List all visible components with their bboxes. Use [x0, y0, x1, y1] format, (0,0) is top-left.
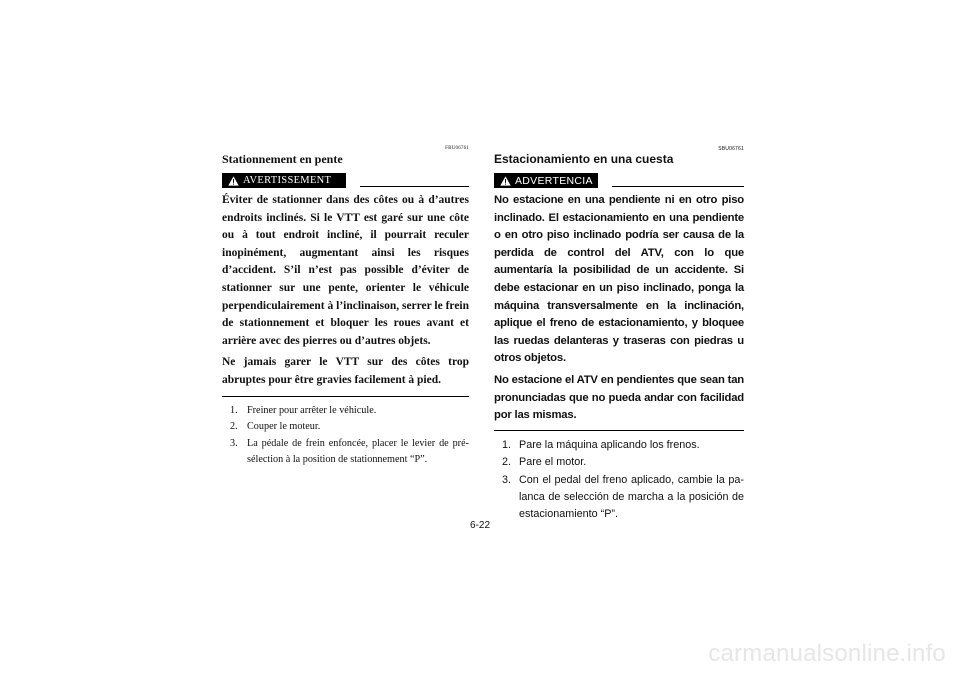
step-text: Pare la máquina aplicando los frenos.: [519, 438, 700, 451]
warning-badge: [222, 173, 346, 188]
warning-paragraph: Ne jamais garer le VTT sur des côtes trop abruptes pour être gravies facilement à pied.: [222, 356, 469, 386]
warning-paragraph: No estacione el ATV en pendientes que sean tan pronunciadas que no pueda andar con facilidad por las mismas.: [494, 373, 744, 422]
warning-triangle-icon: [228, 176, 239, 186]
warning-paragraph: Éviter de stationner dans des côtes ou à d’autres endroits inclinés. Si le VTT est garé sur une côte ou à tout endroit incliné, il pourrait reculer inopinément, augmentant ainsi les risques d’accident. S’il n’est pas possible d’éviter de stationner sur une pente, orienter le véhicule perpendiculairement à l’inclinaison, serrer le frein de stationnement et bloquer les roues avant et arrière avec des pierres ou d’autres objets.: [222, 194, 470, 347]
section-code: SBU06761: [718, 146, 744, 152]
warning-label: AVERTISSEMENT: [243, 175, 332, 186]
page-number: 6-22: [469, 520, 490, 531]
section-title: Estacionamiento en una cuesta: [494, 152, 674, 166]
warning-rule: [612, 186, 744, 187]
spanish-column: [494, 146, 744, 524]
french-column: [222, 146, 469, 469]
list-item: [494, 437, 744, 454]
step-text: Con el pedal del freno aplicado, cambie la palanca de selección de marcha a la posición de estacionamiento “P”.: [519, 473, 744, 521]
list-item: [494, 454, 744, 471]
steps-list: [222, 403, 469, 469]
warning-triangle-icon: [500, 176, 511, 186]
step-number: 2.: [502, 456, 512, 469]
list-item: [222, 436, 469, 469]
step-number: 3.: [230, 437, 238, 449]
warning-end-rule: [222, 396, 469, 397]
section-code: FBU06761: [445, 146, 469, 151]
warning-header: [494, 172, 744, 188]
list-item: [222, 419, 469, 436]
step-number: 3.: [502, 473, 512, 486]
warning-badge: [494, 173, 598, 188]
step-number: 1.: [502, 438, 512, 451]
warning-end-rule: [494, 430, 744, 431]
step-number: 2.: [230, 421, 238, 433]
warning-label: ADVERTENCIA: [515, 174, 593, 187]
step-text: La pédale de frein enfoncée, placer le levier de présélection à la position de stationnement “P”.: [247, 437, 469, 466]
watermark: carmanualsonline.info: [708, 640, 946, 667]
step-text: Pare el motor.: [519, 456, 587, 469]
list-item: [222, 403, 469, 420]
step-text: Freiner pour arrêter le véhicule.: [247, 404, 377, 416]
step-number: 1.: [230, 404, 238, 416]
section-title: Stationnement en pente: [222, 152, 343, 166]
list-item: [494, 472, 744, 524]
warning-paragraph: No estacione en una pendiente ni en otro piso inclinado. El estacionamiento en una pendiente o en otro piso inclinado podría ser causa de la perdida de control del ATV, con lo que aumentaría la posibilidad de un accidente. Si debe estacionar en un piso inclinado, ponga la máquina transversalmente en la inclinación, aplique el freno de estacionamiento, y bloquee las ruedas delanteras y traseras con piedras u otros objetos.: [494, 194, 744, 365]
steps-list: [494, 437, 744, 524]
warning-rule: [360, 186, 469, 187]
warning-header: [222, 172, 469, 188]
step-text: Couper le moteur.: [247, 421, 321, 433]
